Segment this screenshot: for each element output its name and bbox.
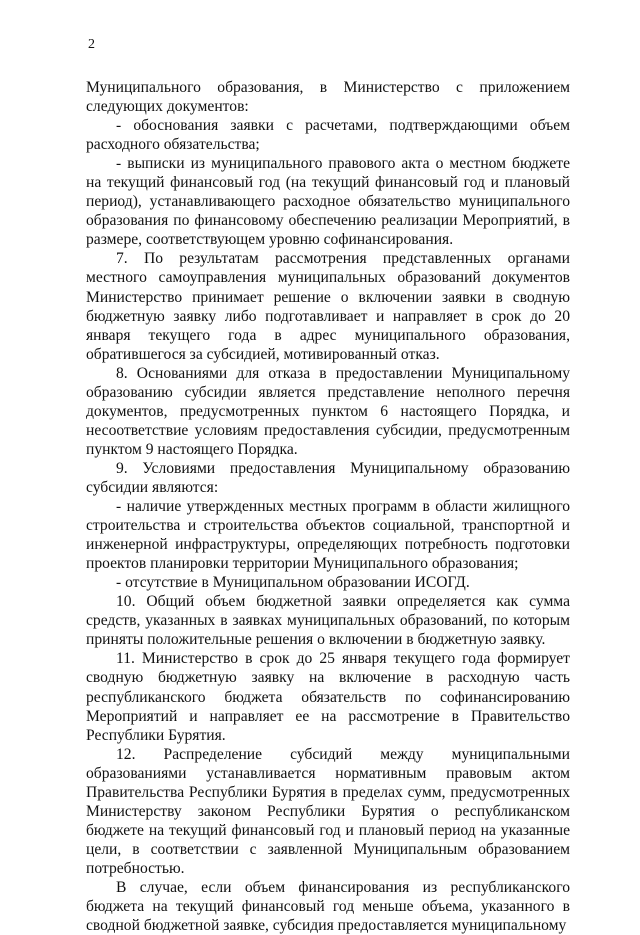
paragraph-clause-11: 11. Министерство в срок до 25 января текущего года формирует сводную бюджетную заявку на включение в расходную часть республиканского бюджета обязательств по софинансированию Мероприятий и направляет ее на рассмотрение в Правительство Республики Бурятия. <box>86 650 570 744</box>
paragraph-list-item-justification: - обоснования заявки с расчетами, подтверждающими объем расходного обязательства; <box>86 117 570 154</box>
paragraph-list-item-isogd: - отсутствие в Муниципальном образовании ИСОГД. <box>116 574 470 592</box>
paragraph-clause-10: 10. Общий объем бюджетной заявки определяется как сумма средств, указанных в заявках муниципальных образований, по которым приняты положительные решения о включении в бюджетную заявку. <box>86 593 570 649</box>
document-body <box>86 78 570 935</box>
paragraph-list-item-programs: - наличие утвержденных местных программ в области жилищного строительства и строительства объектов социальной, транспортной и инженерной инфраструктуры, определяющих потребность подготовки проектов планировки территории Муниципального образования; <box>86 498 570 573</box>
paragraph-funding-shortfall: В случае, если объем финансирования из республиканского бюджета на текущий финансовый год меньше объема, указанного в сводной бюджетной заявке, субсидия предоставляется муниципальному <box>86 878 570 935</box>
paragraph-clause-7: 7. По результатам рассмотрения представленных органами местного самоуправления муниципальных образований документов Министерство принимает решение о включении заявки в сводную бюджетную заявку либо подготавливает и направляет в срок до 20 января текущего года в адрес муниципального образования, обратившегося за субсидией, мотивированный отказ. <box>86 250 570 363</box>
paragraph-clause-12: 12. Распределение субсидий между муниципальными образованиями устанавливается нормативным правовым актом Правительства Республики Бурятия в пределах сумм, предусмотренных Министерству законом Республики Бурятия о республиканском бюджете на текущий финансовый год и плановый период на указанные цели, в соответствии с заявленной Муниципальным образованием потребностью. <box>86 745 570 877</box>
paragraph-clause-8: 8. Основаниями для отказа в предоставлении Муниципальному образованию субсидии является представление неполного перечня документов, предусмотренных пунктом 6 настоящего Порядка, и несоответствие условиям предоставления субсидии, предусмотренным пунктом 9 настоящего Порядка. <box>86 364 570 458</box>
paragraph-continuation: Муниципального образования, в Министерство с приложением следующих документов: <box>86 79 570 116</box>
page-number: 2 <box>88 37 95 52</box>
paragraph-clause-9: 9. Условиями предоставления Муниципальному образованию субсидии являются: <box>86 459 570 496</box>
paragraph-list-item-budget-extract: - выписки из муниципального правового акта о местном бюджете на текущий финансовый год (на текущий финансовый год и плановый период), устанавливающего расходное обязательство муниципального образования по финансовому обеспечению реализации Мероприятий, в размере, соответствующем уровню софинансирования. <box>86 155 570 249</box>
